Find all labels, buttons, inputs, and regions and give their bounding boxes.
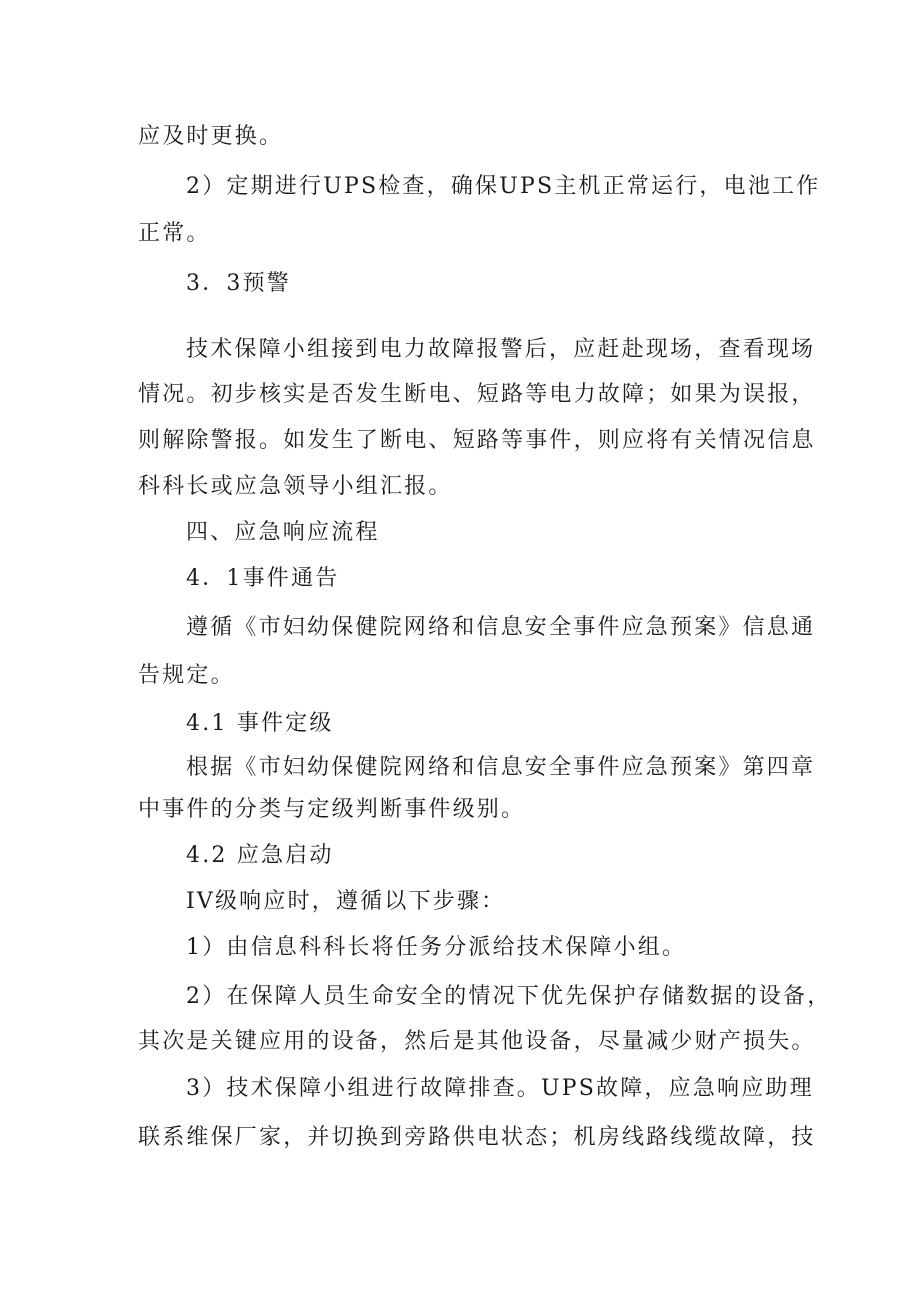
text-line: IV级响应时，遵循以下步骤： [186,889,506,914]
text-line: 告规定。 [138,663,235,688]
text-line: 根据《市妇幼保健院网络和信息安全事件应急预案》第四章 [186,755,816,780]
text-line: 3）技术保障小组进行故障排查。UPS故障，应急响应助理 [186,1076,814,1101]
section-heading: 4．1事件通告 [186,566,340,591]
text-line: 情况。初步核实是否发生断电、短路等电力故障；如果为误报， [138,382,816,407]
text-line: 2）定期进行UPS检查，确保UPS主机正常运行，电池工作 [186,174,821,199]
section-heading: 四、应急响应流程 [186,520,380,545]
text-line: 则解除警报。如发生了断电、短路等事件，则应将有关情况信息 [138,428,816,453]
text-line: 联系维保厂家，并切换到旁路供电状态；机房线路线缆故障，技 [138,1125,816,1150]
section-heading: 4.1 事件定级 [186,711,334,736]
text-line: 遵循《市妇幼保健院网络和信息安全事件应急预案》信息通 [186,615,816,640]
text-line: 技术保障小组接到电力故障报警后，应赶赴现场，查看现场 [186,337,816,362]
text-line: 2）在保障人员生命安全的情况下优先保护存储数据的设备， [186,984,832,1009]
text-line: 应及时更换。 [138,124,284,149]
text-line: 1）由信息科科长将任务分派给技术保障小组。 [186,935,687,960]
text-line: 正常。 [138,221,211,246]
section-heading: 3．3预警 [186,271,291,296]
text-line: 其次是关键应用的设备，然后是其他设备，尽量减少财产损失。 [138,1029,816,1054]
text-line: 科科长或应急领导小组汇报。 [138,474,453,499]
section-heading: 4.2 应急启动 [186,843,334,868]
text-line: 中事件的分类与定级判断事件级别。 [138,797,526,822]
